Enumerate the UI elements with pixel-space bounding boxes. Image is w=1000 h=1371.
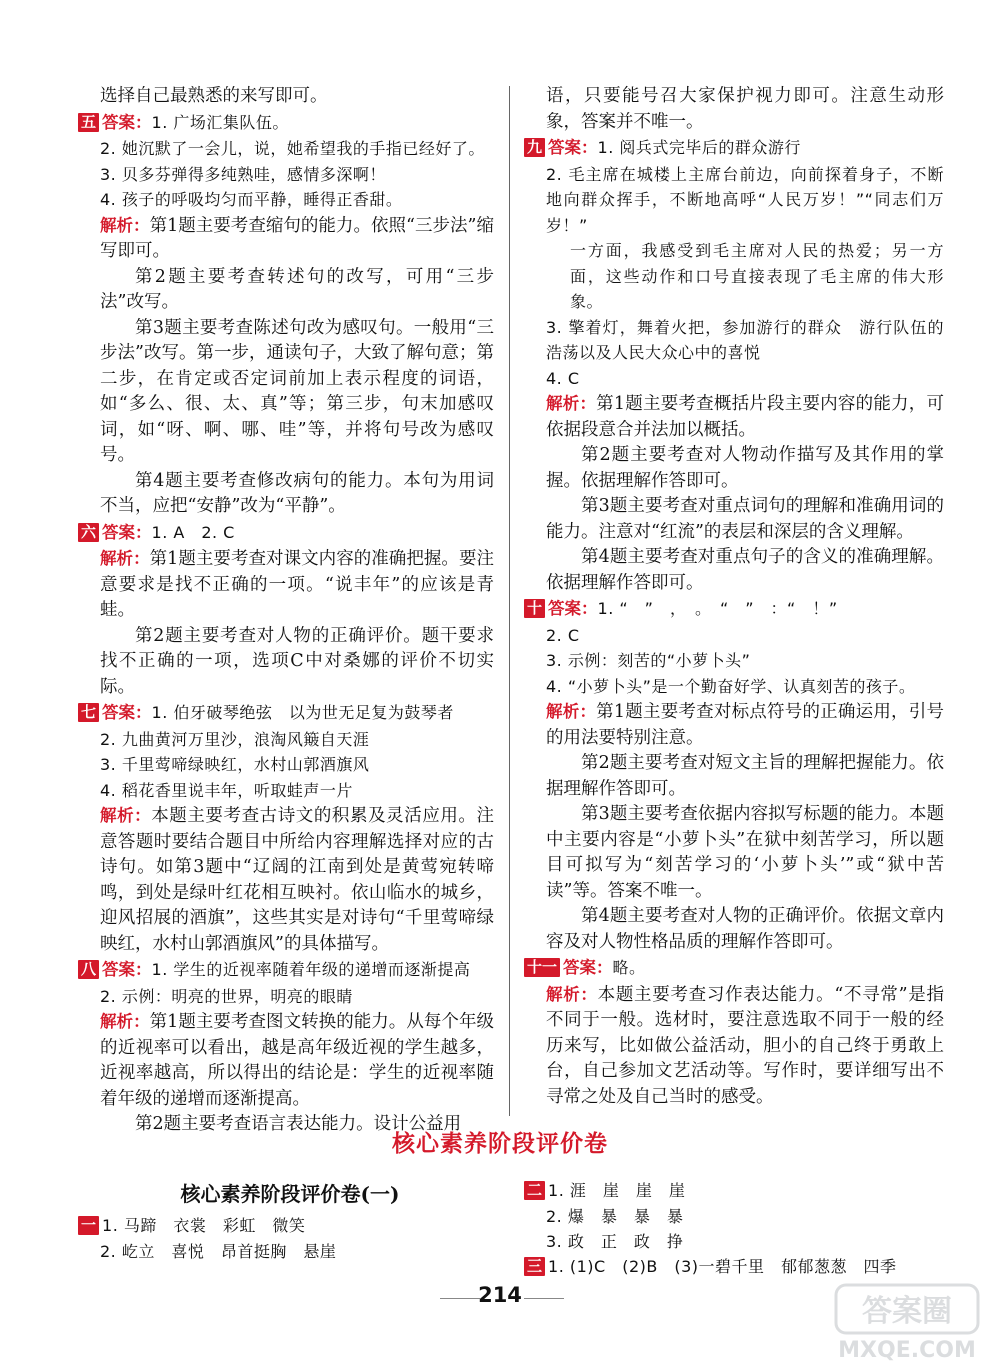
answer-item: 3. 政 正 政 挣 [546, 1232, 684, 1251]
analysis-text: 第1题主要考查图文转换的能力。从每个年级的近视率可以看出，越是高年级近视的学生越多，近视率越高，所以得出的结论是：学生的近视率随着年级的递增而逐渐提高。 [100, 1012, 494, 1109]
question-number-tag: 五 [78, 113, 99, 132]
question-number-tag: 三 [524, 1257, 545, 1276]
continued-text: 语，只要能号召大家保护视力即可。注意生动形象，答案并不唯一。 [546, 86, 944, 132]
analysis-paragraph [524, 982, 944, 1111]
answer-label: 答案： [548, 599, 598, 618]
answer-heading [78, 110, 494, 137]
analysis-paragraph [524, 391, 944, 443]
answer-item: 3. 贝多芬弹得多纯熟哇，感情多深啊！ [100, 164, 386, 184]
section-title: 核心素养阶段评价卷 [392, 1131, 608, 1157]
answer-heading [524, 955, 944, 982]
answer-label: 答案： [102, 112, 152, 132]
analysis-text: 第1题主要考查对标点符号的正确运用，引号的用法要特别注意。 [546, 702, 945, 748]
answer-item: 2. 毛主席在城楼上主席台前边，向前探着身子，不断地向群众挥手，不断地高呼“人民万岁！”“同志们万岁！” [546, 164, 944, 235]
analysis-paragraph: 第2题主要考查转述句的改写，可用“三步法”改写。 [100, 266, 494, 312]
analysis-paragraph: 第4题主要考查对人物的正确评价。依据文章内容及对人物性格品质的理解作答即可。 [546, 906, 944, 952]
continued-text: 选择自己最熟悉的来写即可。 [100, 86, 328, 106]
analysis-label: 解析： [546, 702, 597, 721]
analysis-label: 解析： [546, 984, 598, 1004]
answer-heading [78, 957, 494, 984]
analysis-paragraph: 第3题主要考查对重点词句的理解和准确用词的能力。注意对“红流”的表层和深层的含义理解。 [546, 496, 944, 542]
analysis-label: 解析： [100, 215, 150, 235]
answer-label: 答案： [102, 960, 152, 979]
answer-item: 4. “小萝卜头”是一个勤奋好学、认真刻苦的孩子。 [546, 676, 916, 696]
analysis-label: 解析： [546, 394, 597, 413]
answer-item: 3. 千里莺啼绿映红，水村山郭酒旗风 [100, 755, 370, 774]
watermark-top-text: 答案圈 [862, 1294, 952, 1329]
answer-text: 1. 学生的近视率随着年级的递增而逐渐提高 [151, 960, 471, 979]
answer-item: 2. 九曲黄河万里沙，浪淘风簸自天涯 [100, 729, 370, 749]
answer-heading [524, 596, 944, 623]
question-number-tag: 八 [78, 960, 99, 979]
analysis-paragraph: 第2题主要考查语言表达能力。设计公益用 [135, 1114, 462, 1134]
answer-item: 2. 示例：明亮的世界，明亮的眼睛 [100, 986, 353, 1006]
analysis-text: 第1题主要考查概括片段主要内容的能力，可依据段意合并法加以概括。 [546, 394, 945, 440]
answer-text: 1. 马蹄 衣裳 彩虹 微笑 [102, 1216, 306, 1235]
answer-heading [78, 520, 494, 547]
answer-text: 1. 伯牙破琴绝弦 以为世无足复为鼓琴者 [151, 703, 454, 722]
answer-label: 答案： [548, 138, 598, 157]
answer-item: 4. C [546, 368, 580, 388]
analysis-paragraph [78, 803, 494, 957]
question-number-tag: 十一 [524, 958, 560, 977]
answer-heading [524, 135, 944, 162]
answer-text: 1. 涯 崖 崖 崖 [548, 1181, 686, 1200]
answer-text: 1. “ ” ， 。 “ ” ：“ ！” [597, 599, 838, 618]
analysis-text: 本题主要考查习作表达能力。“不寻常”是指不同于一般。选材时，要注意选取不同于一般的经历来写，比如做公益活动，胆小的自己终于勇敢上台，自己参加文艺活动等。写作时，要详细写出不寻常之处及自己当时的感受。 [546, 984, 944, 1107]
analysis-paragraph [78, 1009, 494, 1112]
answer-text: 略。 [612, 958, 646, 977]
answer-item: 2. C [546, 625, 580, 645]
column-divider [509, 86, 510, 1116]
answer-item: 2. 爆 暴 暴 暴 [546, 1207, 684, 1226]
analysis-paragraph: 第2题主要考查对短文主旨的理解把握能力。依据理解作答即可。 [546, 753, 944, 799]
answer-item: 2. 屹立 喜悦 昂首挺胸 悬崖 [100, 1242, 337, 1261]
answer-text: 1. A 2. C [151, 522, 235, 542]
answer-item: 2. 她沉默了一会儿，说，她希望我的手指已经好了。 [100, 139, 485, 158]
answer-item: 4. 孩子的呼吸均匀而平静，睡得正香甜。 [100, 190, 403, 209]
analysis-label: 解析： [100, 806, 152, 825]
analysis-paragraph: 第2题主要考查对人物动作描写及其作用的掌握。依据理解作答即可。 [546, 445, 944, 491]
analysis-paragraph [78, 546, 494, 624]
answer-item: 3. 擎着灯，舞着火把，参加游行的群众 游行队伍的浩荡以及人民大众心中的喜悦 [546, 317, 944, 362]
answer-label: 答案： [102, 703, 152, 722]
bottom-left-answers [78, 1213, 498, 1264]
answer-item-continuation: 一方面，我感受到毛主席对人民的热爱；另一方面，这些动作和口号直接表现了毛主席的伟大形象。 [570, 241, 944, 311]
analysis-text: 第1题主要考查对课文内容的准确把握。要注意要求是找不正确的一项。“说丰年”的应该是青蛙。 [100, 549, 494, 620]
answer-text: 1. 阅兵式完毕后的群众游行 [597, 138, 801, 157]
right-column [524, 84, 944, 1110]
analysis-paragraph: 第2题主要考查对人物的正确评价。题干要求找不正确的一项，选项C中对桑娜的评价不切实际。 [100, 625, 494, 697]
watermark-logo [832, 1281, 982, 1363]
question-number-tag: 一 [78, 1216, 99, 1235]
answer-item: 4. 稻花香里说丰年，听取蛙声一片 [100, 780, 353, 800]
answer-heading [78, 1213, 498, 1239]
answer-item: 3. 示例：刻苦的“小萝卜头” [546, 651, 751, 670]
answer-heading [524, 1254, 954, 1280]
analysis-label: 解析： [100, 549, 150, 568]
page-number-rule-right [524, 1298, 564, 1299]
left-column [78, 84, 494, 1138]
answer-label: 答案： [102, 522, 152, 542]
answer-label: 答案： [563, 958, 613, 977]
answer-heading [78, 700, 494, 727]
bottom-right-answers [524, 1178, 954, 1280]
question-number-tag: 二 [524, 1181, 545, 1200]
question-number-tag: 十 [524, 599, 545, 618]
question-number-tag: 六 [78, 523, 99, 542]
analysis-paragraph: 第4题主要考查对重点句子的含义的准确理解。依据理解作答即可。 [546, 547, 944, 593]
page-number: 214 [478, 1283, 522, 1307]
answer-heading [524, 1178, 954, 1204]
analysis-paragraph [524, 699, 944, 751]
analysis-paragraph: 第4题主要考查修改病句的能力。本句为用词不当，应把“安静”改为“平静”。 [100, 470, 494, 516]
answer-text: 1. (1)C (2)B (3)一碧千里 郁郁葱葱 四季 [548, 1257, 897, 1276]
analysis-paragraph [78, 213, 494, 265]
analysis-paragraph: 第3题主要考查依据内容拟写标题的能力。本题中主要内容是“小萝卜头”在狱中刻苦学习，所以题目可拟写为“刻苦学习的‘小萝卜头’”或“狱中苦读”等。答案不唯一。 [546, 804, 944, 901]
analysis-paragraph: 第3题主要考查陈述句改为感叹句。一般用“三步法”改写。第一步，通读句子，大致了解句意；第二步，在肯定或否定词前加上表示程度的词语，如“多么、很、太、真”等；第三步，句末加感叹词，如“呀、啊、哪、哇”等，并将句号改为感叹号。 [100, 317, 494, 465]
watermark-bottom-text: MXQE.COM [838, 1338, 976, 1363]
question-number-tag: 九 [524, 138, 545, 157]
analysis-text: 第1题主要考查缩句的能力。依照“三步法”缩写即可。 [100, 215, 494, 261]
question-number-tag: 七 [78, 703, 99, 722]
sub-title: 核心素养阶段评价卷(一) [180, 1182, 400, 1206]
analysis-label: 解析： [100, 1012, 150, 1031]
analysis-text: 本题主要考查古诗文的积累及灵活应用。注意答题时要结合题目中所给内容理解选择对应的古诗句。如第3题中“辽阔的江南到处是黄莺宛转啼鸣，到处是绿叶红花相互映衬。依山临水的城乡，迎风招展的酒旗”，这些其实是对诗句“千里莺啼绿映红，水村山郭酒旗风”的具体描写。 [100, 806, 495, 954]
answer-text: 1. 广场汇集队伍。 [151, 112, 289, 132]
